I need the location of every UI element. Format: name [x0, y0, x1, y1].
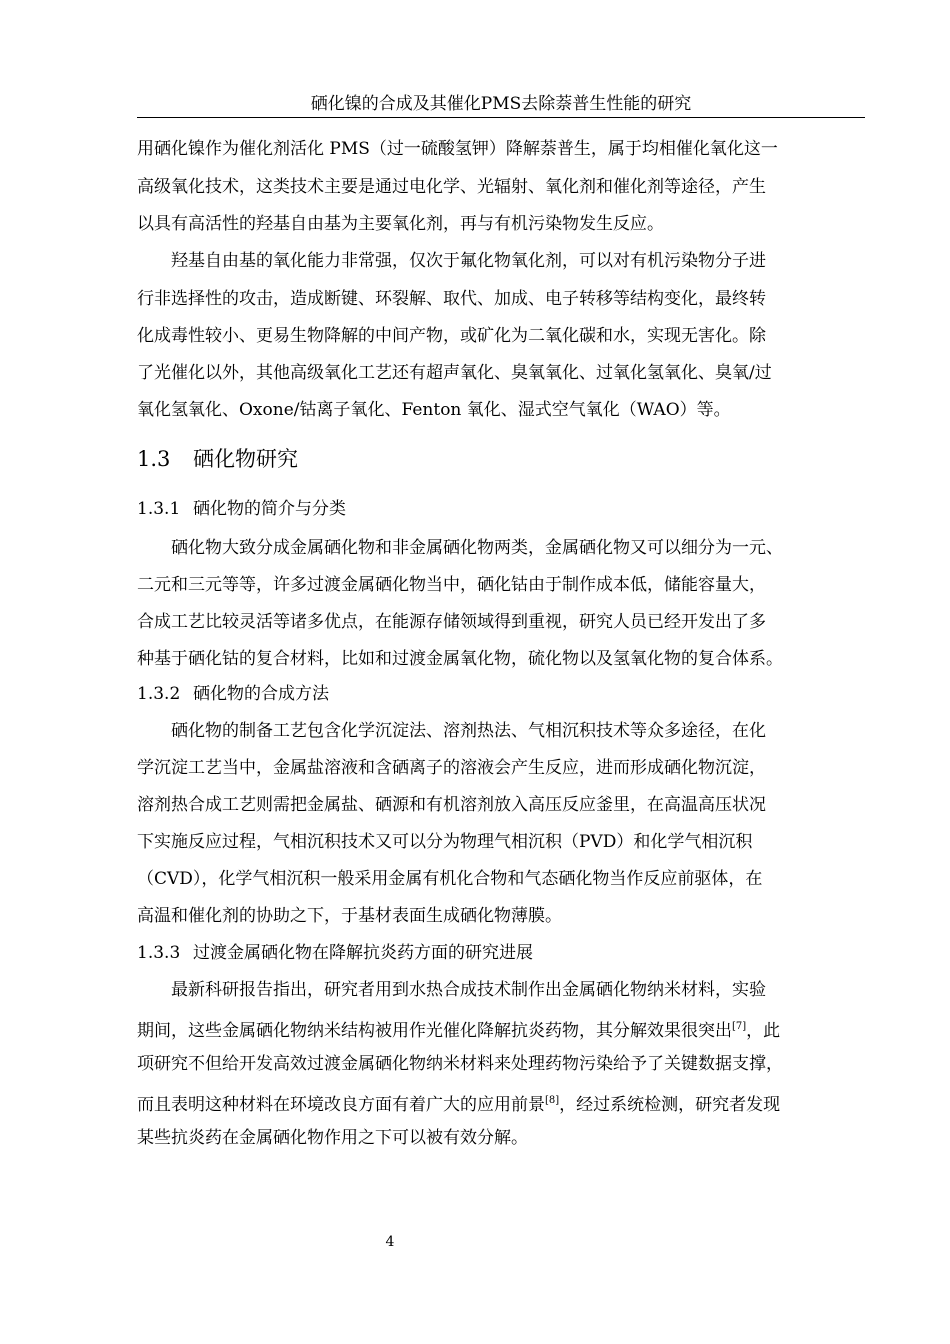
hydroxyl-line-3: 化成毒性较小、更易生物降解的中间产物，或矿化为二氧化碳和水，实现无害化。除 [137, 326, 766, 346]
s132-line-6: 高温和催化剂的协助之下，于基材表面生成硒化物薄膜。 [137, 906, 562, 926]
s133-line-4-text: 而且表明这种材料在环境改良方面有着广大的应用前景 [137, 1095, 545, 1115]
section-heading-1-3-2 [137, 681, 329, 707]
s132-line-1: 硒化物的制备工艺包含化学沉淀法、溶剂热法、气相沉积技术等众多途径，在化 [171, 721, 766, 741]
s131-line-3: 合成工艺比较灵活等诸多优点，在能源存储领域得到重视，研究人员已经开发出了多 [137, 612, 766, 632]
hydroxyl-line-2: 行非选择性的攻击，造成断键、环裂解、取代、加成、电子转移等结构变化，最终转 [137, 289, 766, 309]
s132-line-3: 溶剂热合成工艺则需把金属盐、硒源和有机溶剂放入高压反应釜里，在高温高压状况 [137, 795, 766, 815]
s133-line-1: 最新科研报告指出，研究者用到水热合成技术制作出金属硒化物纳米材料，实验 [171, 980, 766, 1000]
page-header: 硒化镍的合成及其催化PMS去除萘普生性能的研究 [310, 94, 692, 114]
header-rule [137, 117, 865, 118]
s133-line-2 [137, 1014, 877, 1044]
s133-line-4 [137, 1088, 877, 1118]
s132-line-5: （CVD），化学气相沉积一般采用金属有机化合物和气态硒化物当作反应前驱体，在 [137, 869, 763, 889]
hydroxyl-line-1: 羟基自由基的氧化能力非常强，仅次于氟化物氧化剂，可以对有机污染物分子进 [171, 251, 766, 271]
s131-line-1: 硒化物大致分成金属硒化物和非金属硒化物两类，金属硒化物又可以细分为一元、 [171, 538, 783, 558]
s131-line-4: 种基于硒化钴的复合材料，比如和过渡金属氧化物，硫化物以及氢氧化物的复合体系。 [137, 649, 783, 669]
section-heading-1-3-1 [137, 496, 346, 522]
s132-line-2: 学沉淀工艺当中，金属盐溶液和含硒离子的溶液会产生反应，进而形成硒化物沉淀， [137, 758, 766, 778]
hydroxyl-line-4: 了光催化以外，其他高级氧化工艺还有超声氧化、臭氧氧化、过氧化氢氧化、臭氧/过 [137, 363, 772, 383]
section-title: 硒化物的简介与分类 [193, 499, 346, 519]
s133-line-4-tail: ，经过系统检测，研究者发现 [559, 1095, 781, 1115]
hydroxyl-line-5: 氧化氢氧化、Oxone/钴离子氧化、Fenton 氧化、湿式空气氧化（WAO）等。 [137, 400, 731, 420]
intro-line-3: 以具有高活性的羟基自由基为主要氧化剂，再与有机污染物发生反应。 [137, 214, 664, 234]
s133-line-5: 某些抗炎药在金属硒化物作用之下可以被有效分解。 [137, 1128, 528, 1148]
s133-line-2-text: 期间，这些金属硒化物纳米结构被用作光催化降解抗炎药物，其分解效果很突出 [137, 1021, 732, 1041]
s132-line-4: 下实施反应过程，气相沉积技术又可以分为物理气相沉积（PVD）和化学气相沉积 [137, 832, 753, 852]
citation-8[interactable]: [8] [545, 1095, 560, 1106]
citation-7[interactable]: [7] [732, 1021, 747, 1032]
section-title: 硒化物研究 [193, 447, 298, 471]
intro-line-2: 高级氧化技术，这类技术主要是通过电化学、光辐射、氧化剂和催化剂等途径，产生 [137, 177, 766, 197]
section-heading-1-3-3 [137, 940, 533, 966]
s131-line-2: 二元和三元等等，许多过渡金属硒化物当中，硒化钴由于制作成本低，储能容量大， [137, 575, 766, 595]
s133-line-2-tail: ，此 [746, 1021, 781, 1041]
section-number: 1.3 [137, 447, 171, 471]
s133-line-3: 项研究不但给开发高效过渡金属硒化物纳米材料来处理药物污染给予了关键数据支撑， [137, 1054, 783, 1074]
section-title: 硒化物的合成方法 [193, 684, 329, 704]
page-number: 4 [385, 1234, 395, 1250]
section-title: 过渡金属硒化物在降解抗炎药方面的研究进展 [193, 943, 533, 963]
section-number: 1.3.1 [137, 499, 181, 519]
section-heading-1-3 [137, 444, 298, 474]
intro-line-1: 用硒化镍作为催化剂活化 PMS（过一硫酸氢钾）降解萘普生，属于均相催化氧化这一 [137, 139, 778, 159]
section-number: 1.3.3 [137, 943, 181, 963]
section-number: 1.3.2 [137, 684, 181, 704]
